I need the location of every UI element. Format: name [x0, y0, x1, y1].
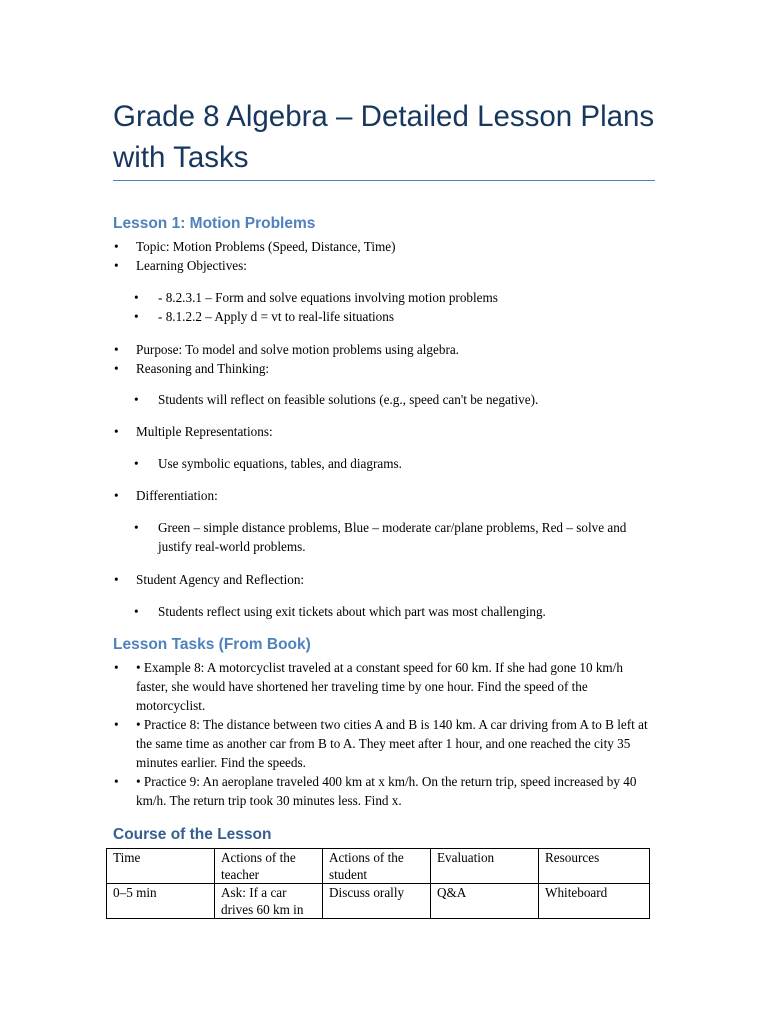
table-cell: Discuss orally	[323, 884, 431, 919]
tasks-heading: Lesson Tasks (From Book)	[113, 636, 311, 653]
bullet-icon: •	[114, 572, 119, 587]
differentiation-label-list	[114, 486, 656, 505]
header-cell: Actions of the student	[323, 849, 431, 884]
list-item: • Student Agency and Reflection:	[114, 572, 305, 587]
list-item: • - 8.1.2.2 – Apply d = vt to real-life situations	[134, 309, 394, 324]
bullet-icon: •	[114, 424, 119, 439]
bullet-icon: •	[114, 361, 119, 376]
list-item: • - 8.2.3.1 – Form and solve equations involving motion problems	[134, 290, 498, 305]
agency-label-list	[114, 570, 656, 589]
course-heading: Course of the Lesson	[113, 826, 272, 843]
list-item: • Green – simple distance problems, Blue – moderate car/plane problems, Red – solve and justify real-world problems.	[134, 520, 627, 554]
list-item: • Learning Objectives:	[114, 258, 247, 273]
document-title: Grade 8 Algebra – Detailed Lesson Plans with Tasks	[113, 100, 655, 174]
list-item: • Purpose: To model and solve motion problems using algebra.	[114, 342, 459, 357]
bullet-icon: •	[134, 290, 139, 305]
list-item: • • Practice 8: The distance between two cities A and B is 140 km. A car driving from A to B left at the same time as another car from B to A. They meet after 1 hour, and one reached the city 35 minutes earlier. Find the speeds.	[114, 717, 648, 770]
reasoning-list	[134, 390, 658, 409]
table-cell: Ask: If a car drives 60 km in	[215, 884, 323, 919]
list-item: • • Example 8: A motorcyclist traveled at a constant speed for 60 km. If she had gone 10 km/h faster, she would have shortened her traveling time by one hour. Find the speed of the motorcyclist.	[114, 660, 623, 713]
title-underline	[113, 180, 655, 181]
table-header-row	[107, 849, 650, 884]
list-item: • Topic: Motion Problems (Speed, Distance, Time)	[114, 239, 396, 254]
agency-list	[134, 602, 658, 621]
header-cell: Actions of the teacher	[215, 849, 323, 884]
representations-list	[134, 454, 658, 473]
differentiation-list	[134, 518, 658, 556]
list-item: • Differentiation:	[114, 488, 218, 503]
bullet-icon: •	[114, 774, 119, 789]
bullet-icon: •	[114, 239, 119, 254]
table-cell: Q&A	[431, 884, 539, 919]
bullet-icon: •	[134, 520, 139, 535]
representations-label-list	[114, 422, 656, 441]
table-cell: 0–5 min	[107, 884, 215, 919]
list-item: • Multiple Representations:	[114, 424, 273, 439]
list-item: • Students reflect using exit tickets about which part was most challenging.	[134, 604, 546, 619]
table-cell: Whiteboard	[539, 884, 650, 919]
header-cell: Time	[107, 849, 215, 884]
table-row	[107, 884, 650, 919]
lesson1-heading: Lesson 1: Motion Problems	[113, 215, 316, 232]
lesson1-list-b	[114, 340, 656, 378]
bullet-icon: •	[114, 258, 119, 273]
list-item: • • Practice 9: An aeroplane traveled 400 km at x km/h. On the return trip, speed increased by 40 km/h. The return trip took 30 minutes less. Find x.	[114, 774, 637, 808]
bullet-icon: •	[134, 392, 139, 407]
list-item: • Reasoning and Thinking:	[114, 361, 270, 376]
bullet-icon: •	[134, 456, 139, 471]
list-item: • Use symbolic equations, tables, and diagrams.	[134, 456, 402, 471]
list-item: • Students will reflect on feasible solutions (e.g., speed can't be negative).	[134, 392, 539, 407]
header-cell: Evaluation	[431, 849, 539, 884]
bullet-icon: •	[114, 488, 119, 503]
header-cell: Resources	[539, 849, 650, 884]
course-table	[106, 848, 650, 919]
bullet-icon: •	[134, 309, 139, 324]
bullet-icon: •	[134, 604, 139, 619]
bullet-icon: •	[114, 717, 119, 732]
objectives-list	[134, 288, 658, 326]
bullet-icon: •	[114, 342, 119, 357]
bullet-icon: •	[114, 660, 119, 675]
tasks-list	[114, 658, 656, 810]
lesson1-list-a	[114, 237, 656, 275]
